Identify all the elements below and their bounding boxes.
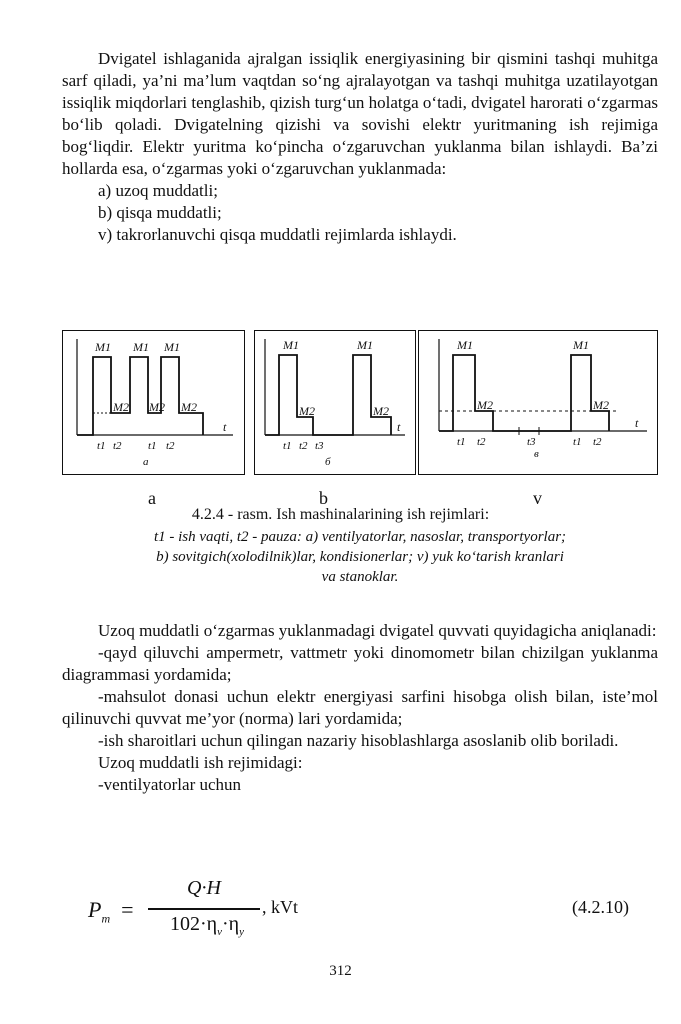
panel-b-m1-label: M1	[283, 338, 299, 352]
lower-body	[62, 620, 658, 796]
panel-a-plot	[63, 331, 244, 474]
formula-numerator: Q·H	[187, 877, 221, 899]
panel-a-m2-label: M2	[113, 400, 129, 414]
panel-v-tick-t2: t2	[477, 436, 486, 448]
fans-line: -ventilyatorlar uchun	[98, 775, 242, 794]
panel-v-m1-label: M1	[457, 338, 473, 352]
panel-b-m1b-label: M1	[357, 338, 373, 352]
panel-v-sub-letter: в	[534, 448, 539, 460]
list-item-a: a) uzoq muddatli;	[98, 181, 218, 200]
panel-b-m2-label: M2	[299, 404, 315, 418]
figure-4-2-4	[62, 330, 658, 475]
panel-b-sub-letter: б	[325, 456, 331, 468]
panel-letter-v: v	[533, 488, 542, 508]
figure-caption-body	[80, 527, 640, 587]
panel-a-t-axis-label: t	[223, 420, 227, 434]
panel-a-m1c-label: M1	[164, 340, 180, 354]
panel-a-tick-t2: t2	[113, 440, 122, 452]
panel-a-m2c-label: M2	[181, 400, 197, 414]
intro-paragraph: Dvigatel ishlaganida ajralgan issiqlik energiyasining bir qismini tashqi muhitga sarf qiladi, ya’ni ma’lum vaqtdan so‘ng ajralayotgan va tashqi muhitga uzatilayotgan issiqlik miqdorlari tenglashib, qizish turg‘un holatga o‘tadi, dvigatel harorati o‘zgarmas bo‘lib qoladi. Dvigatelning qizishi va sovishi elektr yuritmaning ish rejimiga bog‘liqdir. Elektr yuritma ko‘pincha o‘zgaruvchan yuklanma bilan ishlaydi. Ba’zi hollarda esa, o‘zgarmas yoki o‘zgaruvchan yuklanmada:	[62, 49, 658, 178]
panel-b-tick-t1: t1	[283, 440, 292, 452]
method-bullet-1: -qayd qiluvchi ampermetr, vattmetr yoki dinomometr bilan chizilgan yuklanma diagrammasi yordamida;	[62, 643, 658, 684]
panel-v-tick-t2b: t2	[593, 436, 602, 448]
formula-lhs: $P_m$ =	[88, 897, 134, 926]
fraction-bar	[148, 908, 260, 910]
formula-number: (4.2.10)	[572, 897, 629, 917]
panel-a-tick-t2b: t2	[166, 440, 175, 452]
panel-a-m2b-label: M2	[149, 400, 165, 414]
list-item-b: b) qisqa muddatli;	[98, 203, 222, 222]
panel-v-plot	[419, 331, 657, 474]
panel-b-plot	[255, 331, 415, 474]
panel-v-tick-t3: t3	[527, 436, 536, 448]
panel-b-t-axis-label: t	[397, 420, 401, 434]
formula-unit: , kVt	[262, 897, 298, 917]
caption-line-2: b) sovitgich(xolodilnik)lar, kondisionerlar; v) yuk ko‘tarish kranlari	[156, 549, 564, 565]
panel-a-sub-letter: a	[143, 456, 149, 468]
panel-a-m1-label: M1	[95, 340, 111, 354]
panel-v-m2b-label: M2	[593, 398, 609, 412]
page-number: 312	[329, 963, 352, 979]
panel-b-tick-t2: t2	[299, 440, 308, 452]
figure-caption-title: 4.2.4 - rasm. Ish mashinalarining ish rejimlari:	[191, 506, 490, 523]
panel-letter-b: b	[319, 488, 328, 508]
page-body	[62, 48, 658, 246]
panel-v-m2-label: M2	[477, 398, 493, 412]
panel-v-m1b-label: M1	[573, 338, 589, 352]
panel-v-tick-t1: t1	[457, 436, 466, 448]
list-item-v: v) takrorlanuvchi qisqa muddatli rejimlarda ishlaydi.	[98, 225, 457, 244]
diagram-panel-a	[62, 330, 245, 475]
diagram-panel-v	[418, 330, 658, 475]
mode-line: Uzoq muddatli ish rejimidagi:	[98, 753, 303, 772]
caption-line-1: t1 - ish vaqti, t2 - pauza: a) ventilyatorlar, nasoslar, transportyorlar;	[153, 529, 567, 545]
method-bullet-3: -ish sharoitlari uchun qilingan nazariy hisoblashlarga asoslanib olib boriladi.	[98, 731, 619, 750]
panel-b-tick-t3: t3	[315, 440, 324, 452]
formula-4-2-10	[0, 875, 681, 945]
panel-letter-a: a	[148, 488, 156, 508]
lower-paragraph: Uzoq muddatli o‘zgarmas yuklanmadagi dvigatel quvvati quyidagicha aniqlanadi:	[98, 621, 657, 640]
panel-a-m1b-label: M1	[133, 340, 149, 354]
panel-a-tick-t1: t1	[97, 440, 106, 452]
panel-v-t-axis-label: t	[635, 416, 639, 430]
panel-b-m2b-label: M2	[373, 404, 389, 418]
panel-a-tick-t1b: t1	[148, 440, 157, 452]
caption-line-3: va stanoklar.	[321, 569, 399, 585]
method-bullet-2: -mahsulot donasi uchun elektr energiyasi sarfini hisobga olish bilan, iste’mol qilinuvchi quvvat me’yor (norma) lari yordamida;	[62, 687, 658, 728]
formula-denominator: $102\cdot\eta_v\cdot\eta_y$	[169, 913, 245, 938]
panel-v-tick-t1b: t1	[573, 436, 582, 448]
diagram-panel-b	[254, 330, 416, 475]
